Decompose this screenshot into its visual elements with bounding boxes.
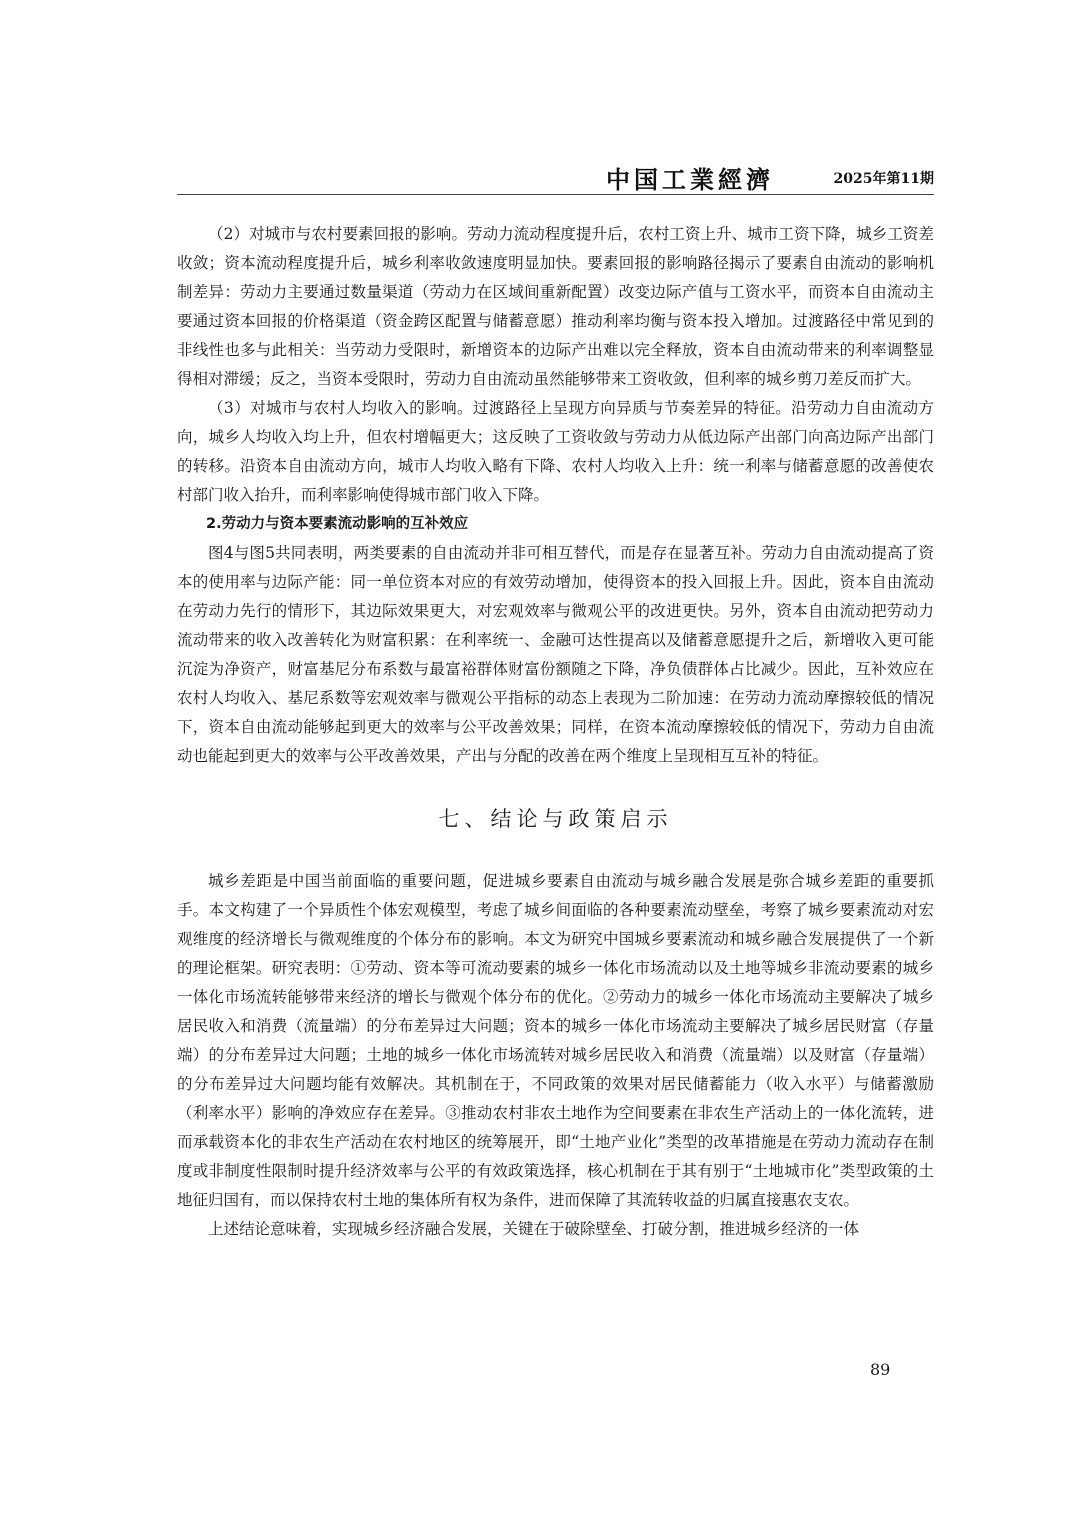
paragraph: 上述结论意味着，实现城乡经济融合发展，关键在于破除壁垒、打破分割，推进城乡经济的一体 (208, 1220, 860, 1238)
running-header (177, 160, 934, 195)
issue-label: 2025年第11期 (833, 171, 934, 187)
journal-title: 中国工業經濟 (606, 166, 774, 194)
section-title: 七、结论与政策启示 (438, 807, 673, 831)
paragraph: （3）对城市与农村人均收入的影响。过渡路径上呈现方向异质与节奏差异的特征。沿劳动力自由流动方向，城乡人均收入均上升，但农村增幅更大；这反映了工资收敛与劳动力从低边际产出部门向高边际产出部门的转移。沿资本自由流动方向，城市人均收入略有下降、农村人均收入上升：统一利率与储蓄意愿的改善使农村部门收入抬升，而利率影响使得城市部门收入下降。 (177, 399, 934, 504)
paragraph: （2）对城市与农村要素回报的影响。劳动力流动程度提升后，农村工资上升、城市工资下降，城乡工资差收敛；资本流动程度提升后，城乡利率收敛速度明显加快。要素回报的影响路径揭示了要素自由流动的影响机制差异：劳动力主要通过数量渠道（劳动力在区域间重新配置）改变边际产值与工资水平，而资本自由流动主要通过资本回报的价格渠道（资金跨区配置与储蓄意愿）推动利率均衡与资本投入增加。过渡路径中常见到的非线性也多与此相关：当劳动力受限时，新增资本的边际产出难以完全释放，资本自由流动带来的利率调整显得相对滞缓；反之，当资本受限时，劳动力自由流动虽然能够带来工资收敛，但利率的城乡剪刀差反而扩大。 (177, 225, 934, 388)
page-number: 89 (870, 1360, 891, 1379)
subsection-heading: 2.劳动力与资本要素流动影响的互补效应 (206, 516, 469, 532)
body-text (177, 220, 934, 1244)
paragraph: 城乡差距是中国当前面临的重要问题，促进城乡要素自由流动与城乡融合发展是弥合城乡差距的重要抓手。本文构建了一个异质性个体宏观模型，考虑了城乡间面临的各种要素流动壁垒，考察了城乡要素流动对宏观维度的经济增长与微观维度的个体分布的影响。本文为研究中国城乡要素流动和城乡融合发展提供了一个新的理论框架。研究表明：①劳动、资本等可流动要素的城乡一体化市场流动以及土地等城乡非流动要素的城乡一体化市场流转能够带来经济的增长与微观个体分布的优化。②劳动力的城乡一体化市场流动主要解决了城乡居民收入和消费（流量端）的分布差异过大问题；资本的城乡一体化市场流动主要解决了城乡居民财富（存量端）的分布差异过大问题；土地的城乡一体化市场流转对城乡居民收入和消费（流量端）以及财富（存量端）的分布差异过大问题均能有效解决。其机制在于，不同政策的效果对居民储蓄能力（收入水平）与储蓄激励（利率水平）影响的净效应存在差异。③推动农村非农土地作为空间要素在非农生产活动上的一体化流转，进而承载资本化的非农生产活动在农村地区的统筹展开，即“土地产业化”类型的改革措施是在劳动力流动存在制度或非制度性限制时提升经济效率与公平的有效政策选择，核心机制在于其有别于“土地城市化”类型政策的土地征归国有，而以保持农村土地的集体所有权为条件，进而保障了其流转收益的归属直接惠农支农。 (177, 872, 934, 1209)
paragraph: 图4与图5共同表明，两类要素的自由流动并非可相互替代，而是存在显著互补。劳动力自由流动提高了资本的使用率与边际产能：同一单位资本对应的有效劳动增加，使得资本的投入回报上升。因此，资本自由流动在劳动力先行的情形下，其边际效果更大，对宏观效率与微观公平的改进更快。另外，资本自由流动把劳动力流动带来的收入改善转化为财富积累：在利率统一、金融可达性提高以及储蓄意愿提升之后，新增收入更可能沉淀为净资产，财富基尼分布系数与最富裕群体财富份额随之下降，净负债群体占比减少。因此，互补效应在农村人均收入、基尼系数等宏观效率与微观公平指标的动态上表现为二阶加速：在劳动力流动摩擦较低的情况下，资本自由流动能够起到更大的效率与公平改善效果；同样，在资本流动摩擦较低的情况下，劳动力自由流动也能起到更大的效率与公平改善效果，产出与分配的改善在两个维度上呈现相互互补的特征。 (177, 544, 934, 765)
